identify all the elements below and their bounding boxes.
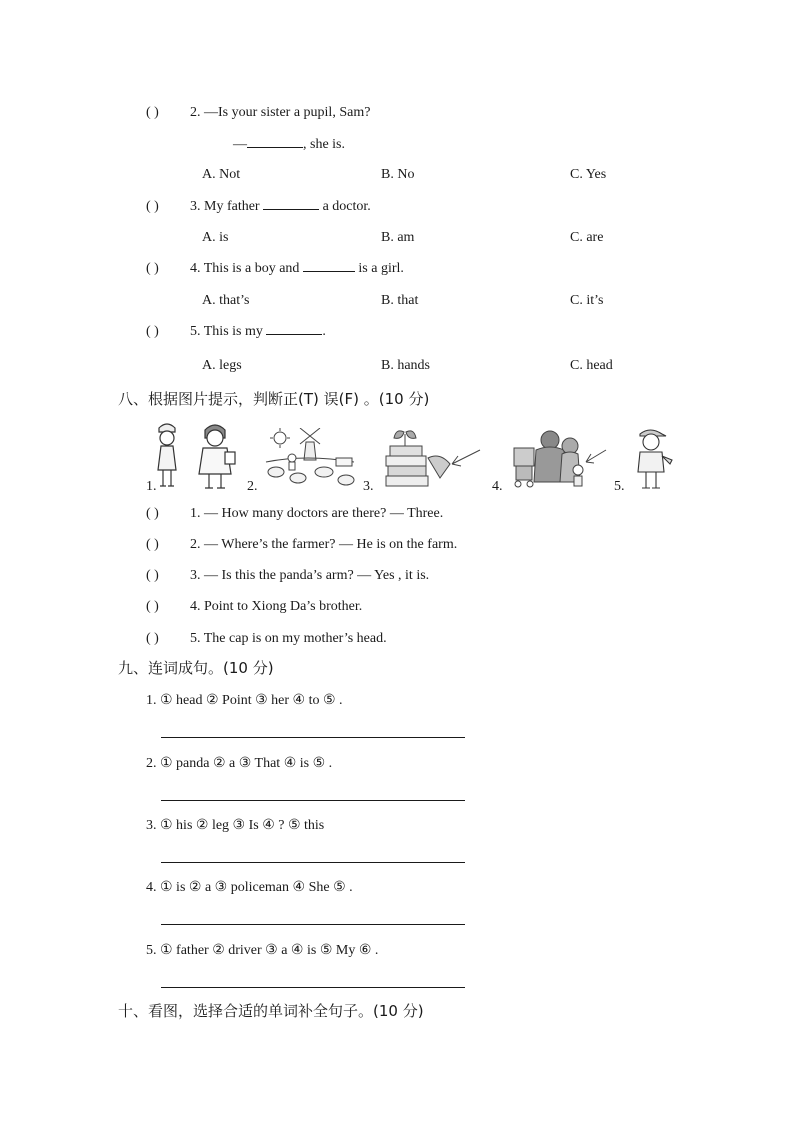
question-text: Point to Xiong Da’s brother. — [204, 599, 363, 614]
question-number: 3. — [190, 568, 201, 583]
doctors-illustration — [155, 420, 245, 492]
picture-label: 2. — [247, 479, 258, 494]
fill-blank[interactable] — [263, 209, 319, 210]
answer-paren[interactable]: ( ) — [146, 537, 159, 552]
question-text: is a girl. — [358, 261, 404, 276]
question-7-3 — [146, 200, 371, 214]
question-text: — How many doctors are there? — Three. — [204, 506, 444, 521]
question-number: 4. — [190, 261, 201, 276]
answer-paren[interactable]: ( ) — [146, 324, 159, 339]
word-order-item-3: 3. ① his ② leg ③ Is ④ ? ⑤ this — [146, 818, 325, 833]
question-number: 2. — [190, 537, 201, 552]
boy-with-cap-illustration — [632, 426, 676, 492]
option-c[interactable]: C. Yes — [570, 167, 607, 182]
answer-paren[interactable]: ( ) — [146, 568, 159, 583]
picture-label: 4. — [492, 479, 503, 494]
word-order-item-2: 2. ① panda ② a ③ That ④ is ⑤ . — [146, 756, 333, 771]
answer-paren[interactable]: ( ) — [146, 261, 159, 276]
question-text: — Is this the panda’s arm? — Yes , it is. — [204, 568, 430, 583]
question-text: a doctor. — [322, 199, 371, 214]
answer-line[interactable] — [161, 737, 465, 738]
judge-item-1 — [146, 507, 443, 521]
picture-label: 3. — [363, 479, 374, 494]
answer-line[interactable] — [161, 862, 465, 863]
option-a[interactable]: A. is — [202, 230, 229, 245]
farm-illustration — [262, 428, 358, 490]
question-number: 2. — [190, 105, 201, 120]
option-c[interactable]: C. are — [570, 230, 604, 245]
question-number: 5. — [190, 631, 201, 646]
panda-plant-illustration — [384, 428, 484, 490]
question-7-4 — [146, 262, 404, 276]
option-b[interactable]: B. hands — [381, 358, 430, 373]
answer-paren[interactable]: ( ) — [146, 599, 159, 614]
judge-item-3 — [146, 569, 429, 583]
question-text: — Where’s the farmer? — He is on the farm. — [204, 537, 458, 552]
section-10-title: 十、看图，选择合适的单词补全句子。(10 分) — [118, 1002, 424, 1020]
option-a[interactable]: A. legs — [202, 358, 242, 373]
option-b[interactable]: B. No — [381, 167, 415, 182]
fill-blank[interactable] — [303, 271, 355, 272]
question-text: —Is your sister a pupil, Sam? — [204, 105, 371, 120]
word-order-item-5: 5. ① father ② driver ③ a ④ is ⑤ My ⑥ . — [146, 943, 379, 958]
picture-label: 1. — [146, 479, 157, 494]
option-c[interactable]: C. it’s — [570, 293, 604, 308]
answer-line[interactable] — [161, 800, 465, 801]
answer-paren[interactable]: ( ) — [146, 199, 159, 214]
question-number: 3. — [190, 199, 201, 214]
word-order-item-4: 4. ① is ② a ③ policeman ④ She ⑤ . — [146, 880, 353, 895]
question-text: , she is. — [303, 137, 345, 152]
dash: — — [233, 137, 247, 152]
question-number: 1. — [190, 506, 201, 521]
judge-item-2 — [146, 538, 457, 552]
fill-blank[interactable] — [266, 334, 322, 335]
picture-label: 5. — [614, 479, 625, 494]
option-a[interactable]: A. that’s — [202, 293, 250, 308]
fill-blank[interactable] — [247, 147, 303, 148]
judge-item-5 — [146, 632, 387, 646]
option-c[interactable]: C. head — [570, 358, 613, 373]
section-8-title: 八、根据图片提示，判断正(T) 误(F) 。(10 分) — [118, 390, 430, 408]
answer-paren[interactable]: ( ) — [146, 631, 159, 646]
option-b[interactable]: B. that — [381, 293, 419, 308]
question-7-2 — [146, 106, 370, 120]
option-b[interactable]: B. am — [381, 230, 415, 245]
answer-line[interactable] — [161, 924, 465, 925]
answer-line[interactable] — [161, 987, 465, 988]
answer-paren[interactable]: ( ) — [146, 506, 159, 521]
question-number: 4. — [190, 599, 201, 614]
question-text: This is a boy and — [203, 261, 300, 276]
question-text: This is my — [203, 324, 263, 339]
question-number: 5. — [190, 324, 201, 339]
question-7-5 — [146, 325, 326, 339]
judge-item-4 — [146, 600, 362, 614]
question-7-2-answer-line — [233, 138, 345, 152]
question-text: . — [322, 324, 326, 339]
bears-illustration — [510, 428, 610, 492]
section-9-title: 九、连词成句。(10 分) — [118, 659, 274, 677]
question-text: My father — [204, 199, 260, 214]
word-order-item-1: 1. ① head ② Point ③ her ④ to ⑤ . — [146, 693, 343, 708]
answer-paren[interactable]: ( ) — [146, 105, 159, 120]
option-a[interactable]: A. Not — [202, 167, 241, 182]
question-text: The cap is on my mother’s head. — [203, 631, 387, 646]
